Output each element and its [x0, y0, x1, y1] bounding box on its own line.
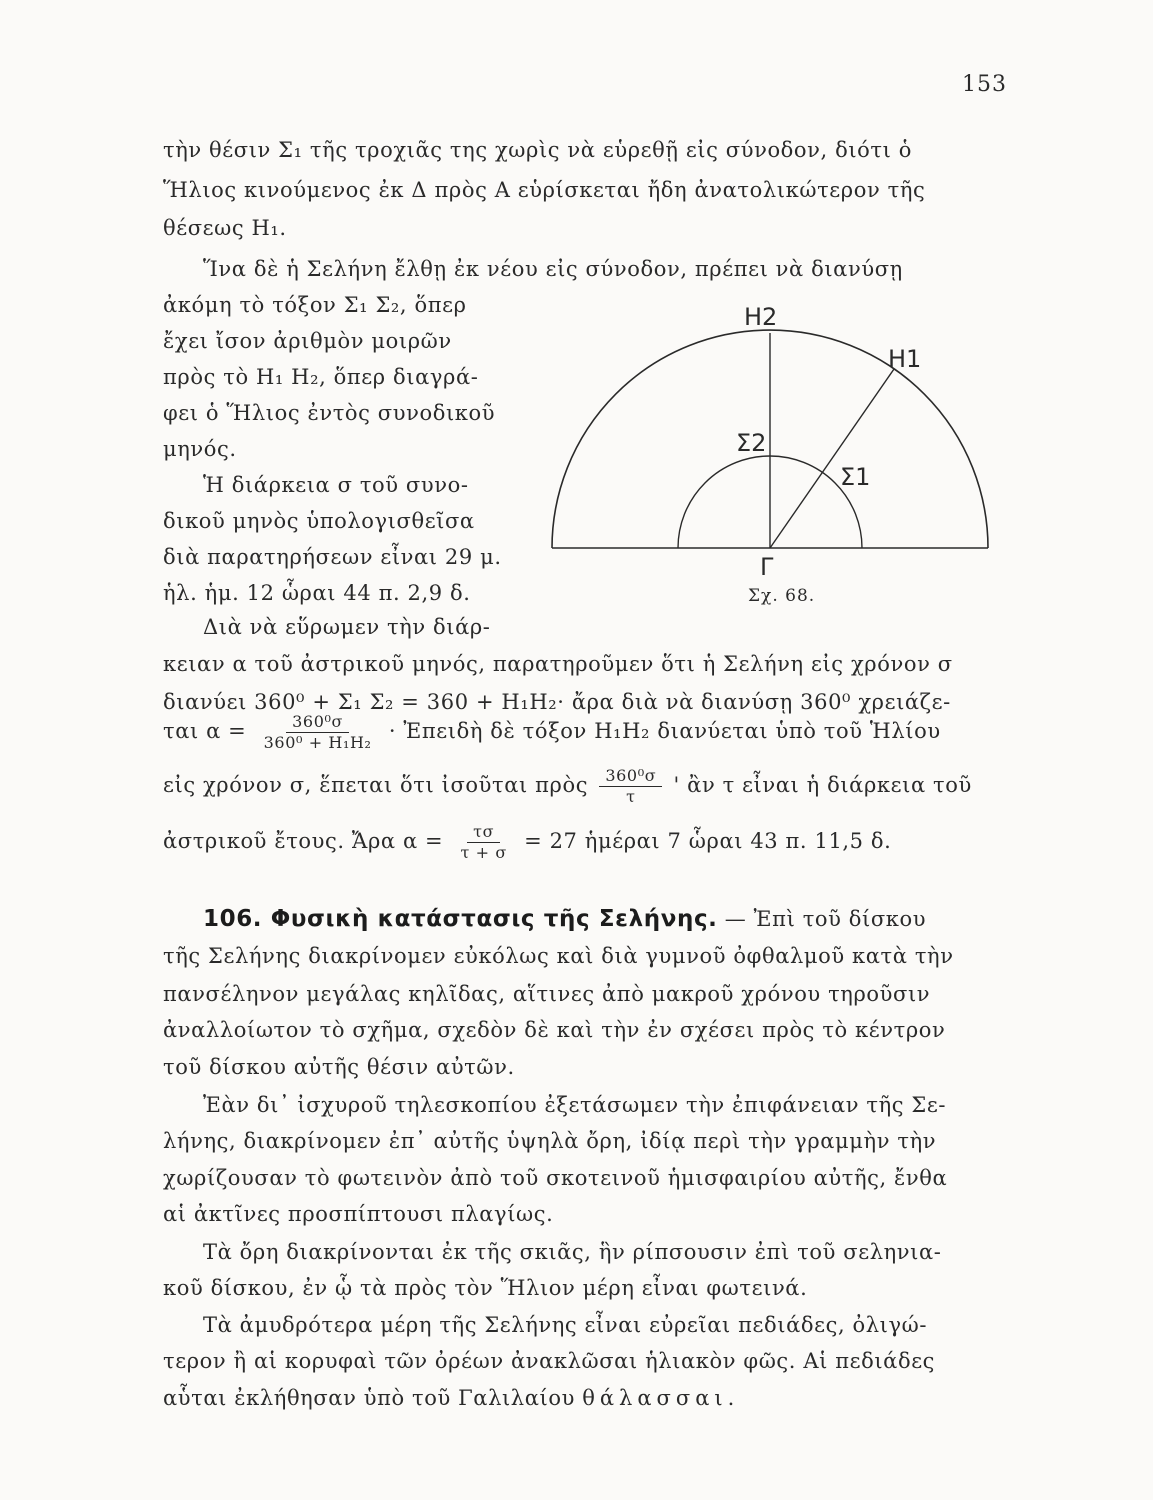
- section-heading: 106. Φυσικὴ κατάστασις τῆς Σελήνης.: [203, 906, 718, 932]
- formula-1-prefix: ται α =: [163, 719, 247, 743]
- formula-2-denominator: τ: [626, 787, 636, 806]
- paragraph-1-line-3: θέσεως Η₁.: [163, 216, 287, 240]
- paragraph-3-narrow-line: διὰ παρατηρήσεων εἶναι 29 μ.: [163, 545, 502, 569]
- formula-3-fraction: [454, 822, 512, 863]
- page-number: 153: [962, 72, 1007, 97]
- paragraph-7-line: κοῦ δίσκου, ἐν ᾧ τὰ πρὸς τὸν Ἥλιον μέρη εἶναι φωτεινά.: [163, 1276, 808, 1300]
- formula-3-numerator: τσ: [467, 822, 500, 843]
- formula-1-fraction: [258, 712, 378, 753]
- formula-3-suffix: = 27 ἡμέραι 7 ὧραι 43 π. 11,5 δ.: [524, 829, 892, 853]
- label-g: Γ: [760, 553, 774, 581]
- formula-1-numerator: 360⁰σ: [286, 712, 349, 733]
- paragraph-8-last-text: αὗται ἐκλήθησαν ὑπὸ τοῦ Γαλιλαίου: [163, 1386, 575, 1410]
- formula-1-suffix: · Ἐπειδὴ δὲ τόξον Η₁Η₂ διανύεται ὑπὸ τοῦ Ἡλίου: [388, 719, 941, 743]
- paragraph-3-narrow-line: ἡλ. ἡμ. 12 ὧραι 44 π. 2,9 δ.: [163, 581, 471, 605]
- section-line: τοῦ δίσκου αὐτῆς θέσιν αὐτῶν.: [163, 1055, 515, 1079]
- formula-line-2: [163, 766, 972, 807]
- paragraph-1-line-1: τὴν θέσιν Σ₁ τῆς τροχιᾶς της χωρὶς νὰ εὑρεθῇ εἰς σύνοδον, διότι ὁ: [163, 138, 912, 162]
- paragraph-4-narrow-line: Διὰ νὰ εὕρωμεν τὴν διάρ-: [203, 615, 491, 639]
- paragraph-8-line: τερον ἢ αἱ κορυφαὶ τῶν ὀρέων ἀνακλῶσαι ἡλιακὸν φῶς. Αἱ πεδιάδες: [163, 1349, 936, 1373]
- paragraph-2-narrow-line: ἔχει ἴσον ἀριθμὸν μοιρῶν: [163, 329, 452, 353]
- paragraph-2-line-1: Ἵνα δὲ ἡ Σελήνη ἔλθῃ ἐκ νέου εἰς σύνοδον, πρέπει νὰ διανύσῃ: [203, 257, 903, 281]
- label-s2: Σ2: [736, 429, 767, 457]
- formula-2-prefix: εἰς χρόνον σ, ἕπεται ὅτι ἰσοῦται πρὸς: [163, 773, 589, 797]
- formula-3-prefix: ἀστρικοῦ ἔτους. Ἄρα α =: [163, 829, 444, 853]
- paragraph-8-spaced-word: θάλασσαι.: [582, 1386, 740, 1410]
- paragraph-4-line-2: διανύει 360⁰ + Σ₁ Σ₂ = 360 + Η₁Η₂· ἄρα διὰ νὰ διανύσῃ 360⁰ χρειάζε-: [163, 690, 951, 714]
- section-line: πανσέληνον μεγάλας κηλῖδας, αἵτινες ἀπὸ μακροῦ χρόνου τηροῦσιν: [163, 982, 931, 1006]
- figure-68: [548, 295, 1008, 615]
- formula-2-suffix: ' ἂν τ εἶναι ἡ διάρκεια τοῦ: [673, 773, 972, 797]
- paragraph-2-narrow-line: μηνός.: [163, 437, 237, 461]
- paragraph-2-narrow-line: ἀκόμη τὸ τόξον Σ₁ Σ₂, ὅπερ: [163, 293, 467, 317]
- formula-line-1: [163, 712, 941, 753]
- paragraph-4-line-1: κειαν α τοῦ ἀστρικοῦ μηνός, παρατηροῦμεν ὅτι ἡ Σελήνη εἰς χρόνον σ: [163, 652, 953, 676]
- paragraph-6-line: αἱ ἀκτῖνες προσπίπτουσι πλαγίως.: [163, 1202, 554, 1226]
- label-h2: H2: [744, 303, 778, 331]
- paragraph-2-narrow-line: πρὸς τὸ Η₁ Η₂, ὅπερ διαγρά-: [163, 365, 479, 389]
- paragraph-8-last-line: [163, 1386, 739, 1410]
- formula-3-denominator: τ + σ: [460, 843, 507, 862]
- section-intro: — Ἐπὶ τοῦ δίσκου: [724, 907, 927, 931]
- paragraph-3-narrow-line: δικοῦ μηνὸς ὑπολογισθεῖσα: [163, 509, 475, 533]
- paragraph-1-line-2: Ἥλιος κινούμενος ἐκ Δ πρὸς Α εὑρίσκεται ἤδη ἀνατολικώτερον τῆς: [163, 178, 926, 202]
- paragraph-8-line: Τὰ ἀμυδρότερα μέρη τῆς Σελήνης εἶναι εὐρεῖαι πεδιάδες, ὀλιγώ-: [203, 1313, 928, 1337]
- paragraph-6-line: Ἐὰν δι᾽ ἰσχυροῦ τηλεσκοπίου ἐξετάσωμεν τὴν ἐπιφάνειαν τῆς Σε-: [203, 1093, 947, 1117]
- section-heading-line: [203, 906, 926, 932]
- formula-2-numerator: 360⁰σ: [599, 766, 662, 787]
- figure-caption: Σχ. 68.: [748, 586, 816, 606]
- paragraph-7-line: Τὰ ὄρη διακρίνονται ἐκ τῆς σκιᾶς, ἣν ρίπσουσιν ἐπὶ τοῦ σεληνια-: [203, 1240, 942, 1264]
- paragraph-3-narrow-line: Ἡ διάρκεια σ τοῦ συνο-: [203, 473, 469, 497]
- section-line: ἀναλλοίωτον τὸ σχῆμα, σχεδὸν δὲ καὶ τὴν ἐν σχέσει πρὸς τὸ κέντρον: [163, 1018, 946, 1042]
- label-h1: H1: [888, 345, 922, 373]
- paragraph-6-line: λήνης, διακρίνομεν ἐπ᾽ αὐτῆς ὑψηλὰ ὄρη, ἰδίᾳ περὶ τὴν γραμμὴν τὴν: [163, 1129, 937, 1153]
- label-s1: Σ1: [840, 463, 871, 491]
- paragraph-2-narrow-line: φει ὁ Ἥλιος ἐντὸς συνοδικοῦ: [163, 401, 496, 425]
- formula-2-fraction: [599, 766, 662, 807]
- figure-68-diagram: [548, 295, 1008, 615]
- formula-line-3: [163, 822, 891, 863]
- formula-1-denominator: 360⁰ + Η₁Η₂: [263, 733, 372, 752]
- section-line: τῆς Σελήνης διακρίνομεν εὐκόλως καὶ διὰ γυμνοῦ ὀφθαλμοῦ κατὰ τὴν: [163, 944, 954, 968]
- paragraph-6-line: χωρίζουσαν τὸ φωτεινὸν ἀπὸ τοῦ σκοτεινοῦ ἡμισφαιρίου αὐτῆς, ἔνθα: [163, 1166, 948, 1190]
